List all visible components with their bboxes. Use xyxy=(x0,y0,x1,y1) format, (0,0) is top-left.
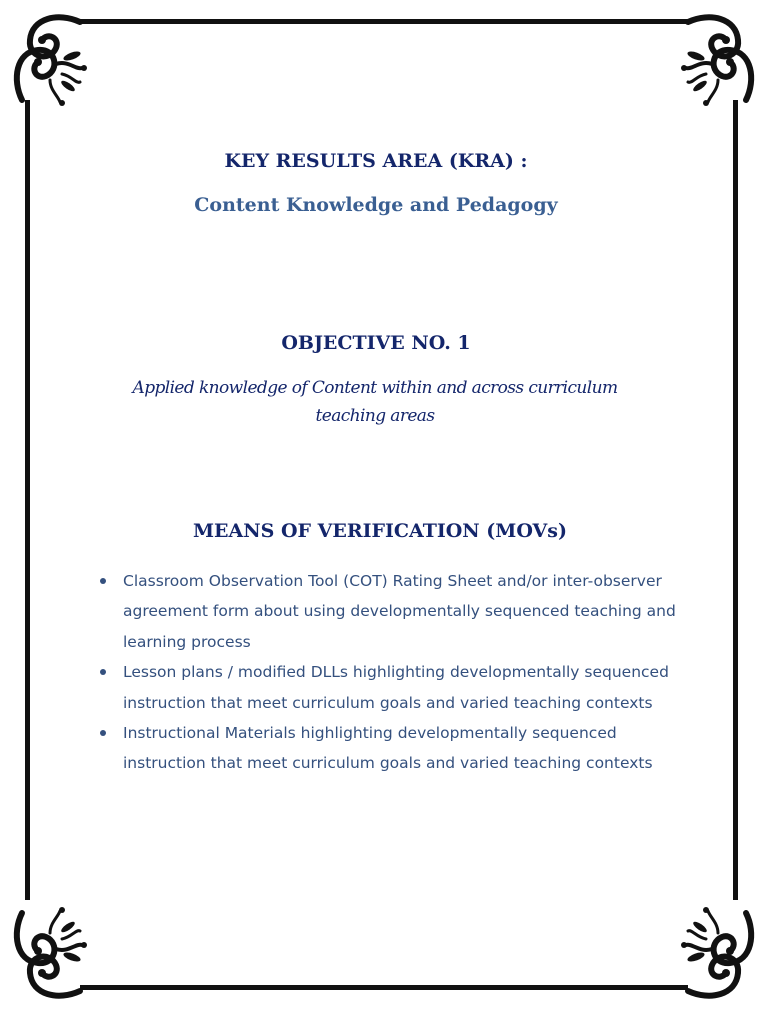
objective-description: Applied knowledge of Content within and across curriculum teaching areas xyxy=(132,378,618,426)
frame-left-border xyxy=(25,100,30,900)
list-item xyxy=(100,657,690,718)
frame-right-border xyxy=(733,100,738,900)
mov-item-text: Classroom Observation Tool (COT) Rating Sheet and/or inter-observer agreement form about using developmentally sequenced teaching and learning process xyxy=(123,572,676,651)
bullet-icon xyxy=(100,730,106,736)
bullet-icon xyxy=(100,669,106,675)
corner-scroll-ornament-icon xyxy=(10,10,90,110)
mov-item-text: Instructional Materials highlighting developmentally sequenced instruction that meet curriculum goals and varied teaching contexts xyxy=(123,724,653,773)
list-item xyxy=(100,566,690,657)
movs-title: MEANS OF VERIFICATION (MOVs) xyxy=(193,520,567,542)
kra-title: KEY RESULTS AREA (KRA) : xyxy=(224,150,528,172)
objective-title: OBJECTIVE NO. 1 xyxy=(281,332,471,354)
list-item xyxy=(100,718,690,779)
frame-bottom-border xyxy=(80,985,688,990)
corner-scroll-ornament-icon xyxy=(678,903,758,1003)
mov-item-text: Lesson plans / modified DLLs highlighting developmentally sequenced instruction that meet curriculum goals and varied teaching contexts xyxy=(123,663,669,712)
movs-list xyxy=(100,566,690,779)
corner-scroll-ornament-icon xyxy=(10,903,90,1003)
frame-top-border xyxy=(80,19,688,24)
bullet-icon xyxy=(100,578,106,584)
corner-scroll-ornament-icon xyxy=(678,10,758,110)
kra-subtitle: Content Knowledge and Pedagogy xyxy=(194,194,558,216)
